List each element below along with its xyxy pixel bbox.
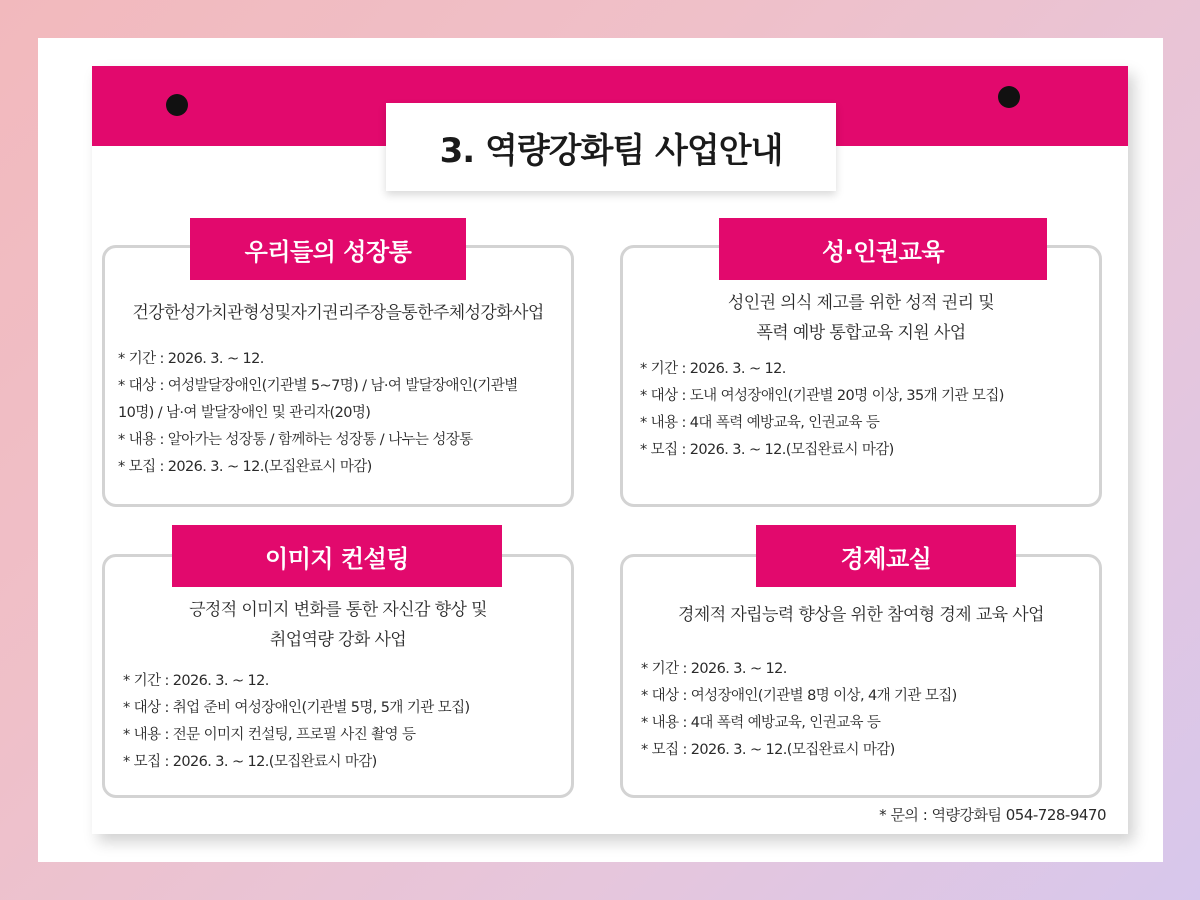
page-title-box — [386, 103, 836, 191]
detail-line: * 기간 : 2026. 3. ~ 12. — [118, 351, 264, 367]
detail-line: * 모집 : 2026. 3. ~ 12.(모집완료시 마감) — [123, 754, 377, 770]
program-summary: 긍정적 이미지 변화를 통한 자신감 향상 및 취업역량 강화 사업 — [189, 600, 487, 650]
program-summary: 성인권 의식 제고를 위한 성적 권리 및 폭력 예방 통합교육 지원 사업 — [727, 293, 995, 343]
detail-line: * 모집 : 2026. 3. ~ 12.(모집완료시 마감) — [118, 459, 372, 475]
program-details — [118, 346, 518, 481]
detail-line: * 기간 : 2026. 3. ~ 12. — [641, 661, 787, 677]
program-details — [123, 668, 470, 776]
binder-hole-icon — [166, 94, 188, 116]
program-details — [640, 356, 1004, 464]
detail-line: * 대상 : 도내 여성장애인(기관별 20명 이상, 35개 기관 모집) — [640, 388, 1004, 404]
program-card-economy — [620, 554, 1102, 798]
detail-line: * 대상 : 취업 준비 여성장애인(기관별 5명, 5개 기관 모집) — [123, 700, 470, 716]
program-details — [641, 656, 957, 764]
detail-line: 10명) / 남·여 발달장애인 및 관리자(20명) — [118, 405, 371, 421]
detail-line: * 모집 : 2026. 3. ~ 12.(모집완료시 마감) — [641, 742, 895, 758]
program-card-rights — [620, 245, 1102, 507]
detail-line: * 내용 : 4대 폭력 예방교육, 인권교육 등 — [640, 415, 880, 431]
program-summary: 경제적 자립능력 향상을 위한 참여형 경제 교육 사업 — [678, 605, 1044, 625]
binder-hole-icon — [998, 86, 1020, 108]
program-tag-rights: 성·인권교육 — [719, 218, 1047, 280]
program-summary: 건강한성가치관형성및자기권리주장을통한주체성강화사업 — [132, 303, 544, 323]
detail-line: * 기간 : 2026. 3. ~ 12. — [123, 673, 269, 689]
detail-line: * 내용 : 전문 이미지 컨설팅, 프로필 사진 촬영 등 — [123, 727, 416, 743]
detail-line: * 내용 : 4대 폭력 예방교육, 인권교육 등 — [641, 715, 881, 731]
program-card-growth — [102, 245, 574, 507]
detail-line: * 대상 : 여성발달장애인(기관별 5~7명) / 남·여 발달장애인(기관별 — [118, 378, 518, 394]
program-tag-growth: 우리들의 성장통 — [190, 218, 466, 280]
page-title: 3. 역량강화팀 사업안내 — [439, 130, 783, 171]
program-tag-image: 이미지 컨설팅 — [172, 525, 502, 587]
detail-line: * 모집 : 2026. 3. ~ 12.(모집완료시 마감) — [640, 442, 894, 458]
contact-info: * 문의 : 역량강화팀 054-728-9470 — [879, 806, 1106, 824]
detail-line: * 내용 : 알아가는 성장통 / 함께하는 성장통 / 나누는 성장통 — [118, 432, 473, 448]
detail-line: * 대상 : 여성장애인(기관별 8명 이상, 4개 기관 모집) — [641, 688, 957, 704]
detail-line: * 기간 : 2026. 3. ~ 12. — [640, 361, 786, 377]
program-tag-economy: 경제교실 — [756, 525, 1016, 587]
program-card-image — [102, 554, 574, 798]
